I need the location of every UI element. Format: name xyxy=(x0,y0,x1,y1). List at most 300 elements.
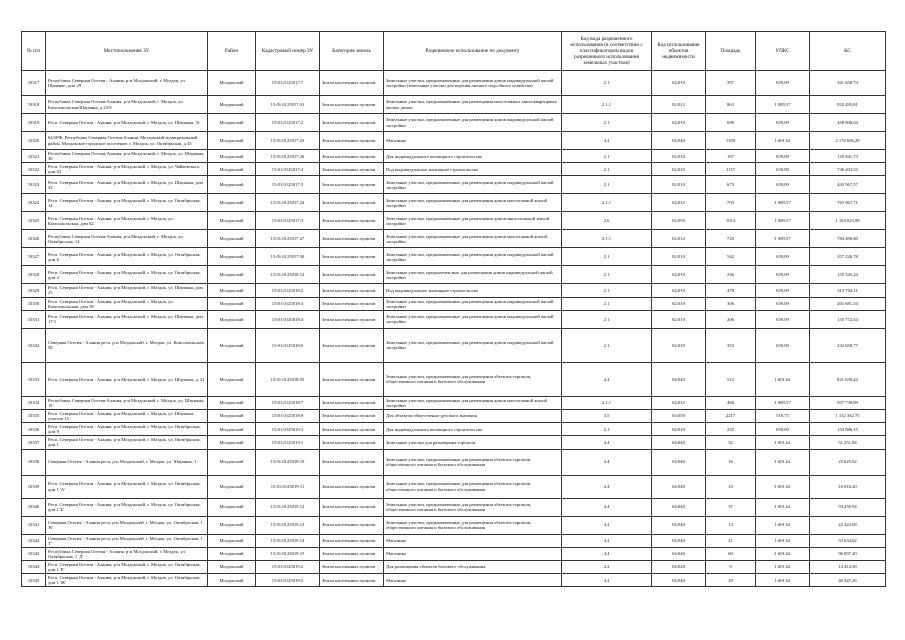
cell-property-code: 02:010 xyxy=(652,328,706,362)
cell-property-code: 02:010 xyxy=(652,71,706,96)
cell-cadastral-number: 15:01:0125019:14 xyxy=(256,534,320,547)
table-row xyxy=(22,534,886,547)
cell-land-category: Земли населенных пунктов xyxy=(320,396,384,409)
cell-area: 513 xyxy=(706,362,756,396)
cell-row-number: 10317 xyxy=(22,71,46,96)
cell-land-category: Земли населенных пунктов xyxy=(320,449,384,475)
cell-area: 397 xyxy=(706,71,756,96)
cell-land-category: Земли населенных пунктов xyxy=(320,266,384,284)
cell-land-category: Земли населенных пунктов xyxy=(320,436,384,449)
cell-ks: 765 967,71 xyxy=(810,194,886,212)
table-row xyxy=(22,560,886,573)
cell-district: Моздокский xyxy=(208,498,256,516)
cell-area: 479 xyxy=(706,284,756,297)
cell-use-code: 2.1 xyxy=(562,163,652,176)
cell-area: 32 xyxy=(706,436,756,449)
column-header: Местоположение ЗУ xyxy=(46,32,208,71)
cell-use-code: 3.5 xyxy=(562,409,652,422)
cell-upks: 1 089,57 xyxy=(756,230,810,248)
cell-district: Моздокский xyxy=(208,449,256,475)
cell-row-number: 10339 xyxy=(22,475,46,498)
cell-cadastral-number: 15:01:0125017:31 xyxy=(256,96,320,114)
cell-use-code: 2.1.1 xyxy=(562,230,652,248)
cell-area: 696 xyxy=(706,114,756,132)
column-header: Кадастровый номер ЗУ xyxy=(256,32,320,71)
cell-permitted-use: Магазины xyxy=(384,547,562,560)
table-row xyxy=(22,423,886,436)
table-row xyxy=(22,176,886,194)
cell-district: Моздокский xyxy=(208,96,256,114)
cell-row-number: 10340 xyxy=(22,498,46,516)
cell-permitted-use: Земельные участки, предназначенные для размещения домов многоэтажной жилой застройки xyxy=(384,212,562,230)
cell-property-code: 02:050 xyxy=(652,212,706,230)
cell-row-number: 10333 xyxy=(22,362,46,396)
cell-location: Респ. Северная Осетия - Алания, р-н Моздокский, г. Моздок, ул. Комсомольская, дом 58 xyxy=(46,297,208,310)
cell-ks: 14 414,58 xyxy=(810,560,886,573)
cell-location: Респ. Северная Осетия - Алания, р-н Моздокский, г. Моздок, ул. Октябрьская, дом 1 'Б' xyxy=(46,498,208,516)
cell-ks: 315 704,11 xyxy=(810,284,886,297)
cell-ks: 784 490,40 xyxy=(810,230,886,248)
cell-upks: 659,09 xyxy=(756,328,810,362)
cell-area: 466 xyxy=(706,396,756,409)
cell-ks: 22 422,68 xyxy=(810,516,886,534)
cell-ks: 46 447,26 xyxy=(810,574,886,587)
cell-property-code: 02:010 xyxy=(652,248,706,266)
cell-area: 703 xyxy=(706,194,756,212)
cell-location: Респ. Северная Осетия - Алания, р-н Моздокский, г. Моздок, ул. Октябрьская, дом 1 xyxy=(46,436,208,449)
table-row xyxy=(22,96,886,114)
cell-area: 29 xyxy=(706,574,756,587)
cell-district: Моздокский xyxy=(208,574,256,587)
cell-area: 16 xyxy=(706,449,756,475)
cell-location: Респ. Северная Осетия - Алания, р-н Моздокский, г. Моздок, ул. Шаумяна, дом 33 xyxy=(46,176,208,194)
cell-use-code: 2.1 xyxy=(562,71,652,96)
cell-property-code: 02:012 xyxy=(652,194,706,212)
cell-cadastral-number: 15:01:0125019:1 xyxy=(256,436,320,449)
cell-location: Респ. Северная Осетия - Алания, р-н Моздокский, г. Моздок, ул. Октябрьская, дом 1 'Е' xyxy=(46,560,208,573)
cell-cadastral-number: 15:01:0125017:7 xyxy=(256,71,320,96)
cell-upks: 659,09 xyxy=(756,163,810,176)
cell-permitted-use: Земельные участки, предназначенные для размещения объектов торговли, общественного питания и бытового обслуживания xyxy=(384,449,562,475)
cell-row-number: 10336 xyxy=(22,423,46,436)
cell-use-code: 2.6 xyxy=(562,212,652,230)
cell-row-number: 10335 xyxy=(22,409,46,422)
column-header: № п/п xyxy=(22,32,46,71)
cell-district: Моздокский xyxy=(208,534,256,547)
cell-land-category: Земли населенных пунктов xyxy=(320,176,384,194)
cell-area: 1359 xyxy=(706,132,756,150)
table-row xyxy=(22,266,886,284)
table-body xyxy=(22,71,886,587)
cell-land-category: Земли населенных пунктов xyxy=(320,534,384,547)
table-row xyxy=(22,574,886,587)
cell-land-category: Земли населенных пунктов xyxy=(320,560,384,573)
cell-permitted-use: Земельные участки, предназначенные для размещения малоэтажных многоквартирных жилых домов xyxy=(384,96,562,114)
cell-district: Моздокский xyxy=(208,248,256,266)
table-header xyxy=(22,32,886,71)
cell-cadastral-number: 15:01:0125017:27 xyxy=(256,230,320,248)
column-header: Площадь xyxy=(706,32,756,71)
cell-location: Респ. Северная Осетия - Алания, р-н Моздокский, г. Моздок, ул. Октябрьская, дом 1 'Ж' xyxy=(46,574,208,587)
cell-row-number: 10329 xyxy=(22,284,46,297)
cell-location: Респ. Северная Осетия - Алания, р-н Моздокский, г. Моздок, ул. Октябрьская, дом 6 xyxy=(46,248,208,266)
cell-cadastral-number: 15:01:0125017:3 xyxy=(256,212,320,230)
column-header: Разрешенное использование по документу xyxy=(384,32,562,71)
cell-ks: 1 104 823,98 xyxy=(810,212,886,230)
cell-property-code: 02:010 xyxy=(652,310,706,328)
cell-land-category: Земли населенных пунктов xyxy=(320,230,384,248)
cell-location: Респ. Северная Осетия - Алания, р-н Моздокский, г. Моздок, ул. Шаумяна, дом 17/1 xyxy=(46,310,208,328)
cell-use-code: 2.1 xyxy=(562,176,652,194)
cell-row-number: 10328 xyxy=(22,266,46,284)
cell-property-code: 02:012 xyxy=(652,396,706,409)
cell-location: Республика Северная Осетия - Алания, р-н Моздокский, г. Моздок, ул. Октябрьская, 1 'Д' xyxy=(46,547,208,560)
cell-permitted-use: Земельные участки для размещения торговли xyxy=(384,436,562,449)
table-row xyxy=(22,194,886,212)
cell-ks: 821 630,44 xyxy=(810,362,886,396)
cell-use-code: 4.4 xyxy=(562,362,652,396)
cell-permitted-use: Земельные участки, предназначенные для размещения домов индивидуальной жилой застройки xyxy=(384,114,562,132)
table-row xyxy=(22,114,886,132)
cell-location: Республика Северная Осетия-Алания, р-н Моздокский, г. Моздок, ул. Октябрьская, 14 xyxy=(46,230,208,248)
cell-district: Моздокский xyxy=(208,71,256,96)
cell-ks: 16 016,20 xyxy=(810,475,886,498)
cell-use-code: 2.1 xyxy=(562,248,652,266)
cell-location: Республика Северная Осетия-Алания, р-н Моздокский, г. Моздок, ул. Комсомольская/Шаумяна, д 23/9 xyxy=(46,96,208,114)
cell-permitted-use: Земельные участки, предназначенные для размещения домов индивидуальной жилой застройки (земельные участки для ведения личного подсобного хозяйства) xyxy=(384,71,562,96)
cell-ks: 357 226,78 xyxy=(810,248,886,266)
cell-district: Моздокский xyxy=(208,396,256,409)
cell-permitted-use: Под индивидуальное жилищное строительство xyxy=(384,163,562,176)
cell-ks: 135 772,54 xyxy=(810,310,886,328)
cell-upks: 1 601,62 xyxy=(756,574,810,587)
cell-row-number: 10343 xyxy=(22,547,46,560)
cell-permitted-use: Магазины xyxy=(384,574,562,587)
cell-district: Моздокский xyxy=(208,409,256,422)
cell-use-code: 2.1 xyxy=(562,328,652,362)
cell-district: Моздокский xyxy=(208,362,256,396)
cell-permitted-use: Земельные участки, предназачен-ные для размещения домов индивидуальной жилой застройки xyxy=(384,266,562,284)
cell-area: 197 xyxy=(706,150,756,163)
cell-cadastral-number: 15:01:0125018:4 xyxy=(256,310,320,328)
cell-row-number: 10337 xyxy=(22,436,46,449)
cell-location: Респ. Северная Осетия - Алания, р-н Моздокский, г. Моздок, ул. Октябрьская, 12 xyxy=(46,194,208,212)
cell-location: Респ. Северная Осетия - Алания, р-н Моздокский, г. Моздок, ул. Комсомольская, дом 62 xyxy=(46,212,208,230)
cell-property-code: 02:010 xyxy=(652,176,706,194)
cell-upks: 1 089,57 xyxy=(756,396,810,409)
cell-location: Республика Северная Осетия-Алания, р-н Моздокский, г. Моздок, ул. Шаумяна, 19 xyxy=(46,396,208,409)
cell-permitted-use: Земельные участки, предназначенные для размещения домов малоэтажной жилой застройки xyxy=(384,396,562,409)
cell-upks: 1 089,57 xyxy=(756,212,810,230)
cell-district: Моздокский xyxy=(208,436,256,449)
cell-area: 235 xyxy=(706,423,756,436)
cell-cadastral-number: 15:01:0125017:4 xyxy=(256,163,320,176)
cell-land-category: Земли населенных пунктов xyxy=(320,150,384,163)
cell-property-code: 03:050 xyxy=(652,409,706,422)
cell-upks: 659,09 xyxy=(756,71,810,96)
cell-district: Моздокский xyxy=(208,475,256,498)
cell-use-code: 2.1 xyxy=(562,310,652,328)
cell-ks: 59 259,94 xyxy=(810,498,886,516)
cell-property-code: 02:010 xyxy=(652,114,706,132)
cell-property-code: 04:040 xyxy=(652,547,706,560)
cell-location: Северная Осетия - Алания респ, р-н Моздокский, г. Моздок, ул. Октябрьская, 1 'Г' xyxy=(46,534,208,547)
cell-use-code: 4.4 xyxy=(562,574,652,587)
cell-use-code: 4.4 xyxy=(562,498,652,516)
table-row xyxy=(22,409,886,422)
cell-use-code: 4.2 xyxy=(562,560,652,573)
cell-land-category: Земли населенных пунктов xyxy=(320,194,384,212)
cell-area: 1117 xyxy=(706,163,756,176)
cell-upks: 1 601,62 xyxy=(756,436,810,449)
table-row xyxy=(22,230,886,248)
cell-use-code: 2.1 xyxy=(562,114,652,132)
cell-row-number: 10323 xyxy=(22,176,46,194)
cell-upks: 1 601,62 xyxy=(756,534,810,547)
table-row xyxy=(22,498,886,516)
cell-area: 10 xyxy=(706,475,756,498)
cell-ks: 443 567,57 xyxy=(810,176,886,194)
table-row xyxy=(22,71,886,96)
cell-row-number: 10326 xyxy=(22,230,46,248)
cell-location: Респ. Северная Осетия - Алания, р-н Моздокский, г. Моздок, ул. Октябрьская, дом 2 xyxy=(46,266,208,284)
cell-use-code: 2.1.1 xyxy=(562,96,652,114)
cell-area: 2217 xyxy=(706,409,756,422)
cell-property-code: 04:040 xyxy=(652,574,706,587)
cell-land-category: Земли населенных пунктов xyxy=(320,423,384,436)
cell-upks: 1 601,62 xyxy=(756,132,810,150)
cell-ks: 2 176 606,29 xyxy=(810,132,886,150)
cell-row-number: 10345 xyxy=(22,574,46,587)
cell-district: Моздокский xyxy=(208,423,256,436)
cell-permitted-use: Для размещения объектов бытового обслуживания xyxy=(384,560,562,573)
cell-area: 673 xyxy=(706,176,756,194)
cell-ks: 25 625,92 xyxy=(810,449,886,475)
cell-permitted-use: Для индивидуального жилищного строительства xyxy=(384,150,562,163)
cell-district: Моздокский xyxy=(208,212,256,230)
cell-land-category: Земли населенных пунктов xyxy=(320,132,384,150)
table-row xyxy=(22,396,886,409)
cell-property-code: 04:040 xyxy=(652,132,706,150)
cell-permitted-use: Земельные участки, предназначенные для размещения объектов торговли, общественного питания и бытового обслуживания xyxy=(384,362,562,396)
cell-cadastral-number: 15:01:0125018:55 xyxy=(256,362,320,396)
cell-cadastral-number: 15:01:0125018:12 xyxy=(256,266,320,284)
cell-location: Респ. Северная Осетия - Алания, р-н Моздокский, г. Моздок, ул. Шаумяна, д. 21 xyxy=(46,362,208,396)
cell-district: Моздокский xyxy=(208,328,256,362)
cell-cadastral-number: 15:01:0125017:23 xyxy=(256,132,320,150)
cell-permitted-use: Земельные участки, предназначенные для размещения домов индивидуальной жилой застройки xyxy=(384,176,562,194)
cell-cadastral-number: 15:01:0125019:3 xyxy=(256,423,320,436)
column-header: КС xyxy=(810,32,886,71)
cell-area: 60 xyxy=(706,547,756,560)
cell-row-number: 10325 xyxy=(22,212,46,230)
table-row xyxy=(22,150,886,163)
table-row xyxy=(22,132,886,150)
cell-upks: 1 601,62 xyxy=(756,498,810,516)
cell-cadastral-number: 15:01:0125019:13 xyxy=(256,516,320,534)
cell-location: Респ. Северная Осетия - Алания, р-н Моздокский, г. Моздок, ул. Шаумяна, участок 15 xyxy=(46,409,208,422)
cell-land-category: Земли населенных пунктов xyxy=(320,71,384,96)
cell-permitted-use: Земельные участки, предназначенные для размещения объектов торговли, общественного питания и бытового обслуживания xyxy=(384,498,562,516)
cell-permitted-use: Для объектов общественно-делового значения xyxy=(384,409,562,422)
cell-district: Моздокский xyxy=(208,150,256,163)
cell-permitted-use: Земельные участки, предназначенные для размещения домов малоэтажной жилой застройки xyxy=(384,194,562,212)
cell-permitted-use: Земельные участки, предназначенные для размещения домов индивидуальной жилой застройки xyxy=(384,328,562,362)
cell-upks: 659,09 xyxy=(756,297,810,310)
cell-area: 236 xyxy=(706,266,756,284)
cell-ks: 201 681,54 xyxy=(810,297,886,310)
cell-ks: 232 658,77 xyxy=(810,328,886,362)
cell-ks: 129 841,73 xyxy=(810,150,886,163)
table-row xyxy=(22,284,886,297)
cell-row-number: 10344 xyxy=(22,560,46,573)
table-row xyxy=(22,163,886,176)
cell-ks: 155 545,24 xyxy=(810,266,886,284)
cell-district: Моздокский xyxy=(208,547,256,560)
cell-location: Респ. Северная Осетия - Алания, р-н Моздокский, г. Моздок, ул. Шаумяна, дом 25 xyxy=(46,284,208,297)
cell-ks: 261 658,73 xyxy=(810,71,886,96)
cell-cadastral-number: 15:01:0125018:3 xyxy=(256,297,320,310)
cell-ks: 1 132 332,75 xyxy=(810,409,886,422)
cell-row-number: 10322 xyxy=(22,163,46,176)
cell-ks: 736 203,53 xyxy=(810,163,886,176)
cell-row-number: 10331 xyxy=(22,310,46,328)
cell-district: Моздокский xyxy=(208,114,256,132)
table-row xyxy=(22,436,886,449)
cell-permitted-use: Под индивидуальное жилищное строительство xyxy=(384,284,562,297)
cell-ks: 51 251,84 xyxy=(810,436,886,449)
cell-area: 1014 xyxy=(706,212,756,230)
cell-land-category: Земли населенных пунктов xyxy=(320,310,384,328)
cell-ks: 458 806,04 xyxy=(810,114,886,132)
cell-cadastral-number: 15:01:0125019:3 xyxy=(256,574,320,587)
cell-upks: 1 601,62 xyxy=(756,547,810,560)
cell-upks: 1 601,62 xyxy=(756,362,810,396)
cell-area: 21 xyxy=(706,534,756,547)
cell-cadastral-number: 15:01:0125018:5 xyxy=(256,328,320,362)
cell-cadastral-number: 15:01:0125017:30 xyxy=(256,248,320,266)
cell-cadastral-number: 15:01:0125019:10 xyxy=(256,449,320,475)
cell-area: 542 xyxy=(706,248,756,266)
cell-cadastral-number: 15:01:0125017:26 xyxy=(256,150,320,163)
cell-district: Моздокский xyxy=(208,297,256,310)
cell-location: Респ. Северная Осетия - Алания, р-н Моздокский, г. Моздок, ул. Чайковского, дом 82 xyxy=(46,163,208,176)
cell-upks: 659,09 xyxy=(756,248,810,266)
cell-use-code: 4.4 xyxy=(562,132,652,150)
cell-land-category: Земли населенных пунктов xyxy=(320,248,384,266)
cell-property-code: 04:040 xyxy=(652,516,706,534)
cell-property-code: 02:010 xyxy=(652,423,706,436)
cell-land-category: Земли населенных пунктов xyxy=(320,362,384,396)
cell-area: 863 xyxy=(706,96,756,114)
cell-cadastral-number: 15:01:0125019:12 xyxy=(256,498,320,516)
cell-upks: 1 089,57 xyxy=(756,96,810,114)
cell-area: 37 xyxy=(706,498,756,516)
cell-property-code: 02:010 xyxy=(652,297,706,310)
cell-area: 9 xyxy=(706,560,756,573)
cell-property-code: 04:020 xyxy=(652,560,706,573)
cell-permitted-use: Для индивидуального жилищного строительства xyxy=(384,423,562,436)
cell-upks: 510,75 xyxy=(756,409,810,422)
cell-cadastral-number: 15:01:0125017:5 xyxy=(256,176,320,194)
cell-land-category: Земли населенных пунктов xyxy=(320,328,384,362)
cell-row-number: 10321 xyxy=(22,150,46,163)
cell-property-code: 04:040 xyxy=(652,498,706,516)
cell-use-code: 2.1 xyxy=(562,266,652,284)
cell-upks: 659,09 xyxy=(756,423,810,436)
cell-use-code: 2.1.1 xyxy=(562,194,652,212)
cell-cadastral-number: 15:01:0125019:11 xyxy=(256,475,320,498)
column-header: Код вида разрешенного использования (в соответствии с классификатором видов разрешенного использования земельных участков) xyxy=(562,32,652,71)
cell-district: Моздокский xyxy=(208,266,256,284)
cell-use-code: 4.4 xyxy=(562,516,652,534)
cell-property-code: 02:012 xyxy=(652,96,706,114)
cell-property-code: 04:040 xyxy=(652,449,706,475)
cell-use-code: 4.4 xyxy=(562,436,652,449)
cell-land-category: Земли населенных пунктов xyxy=(320,114,384,132)
cell-upks: 659,09 xyxy=(756,114,810,132)
cell-property-code: 04:040 xyxy=(652,475,706,498)
cell-location: 643/РФ, Республика Северная Осетия-Алания, Моздокский муниципальный район, Моздокское городское поселение, г. Моздок, ул. Октябрьская, д 45 xyxy=(46,132,208,150)
cell-row-number: 10341 xyxy=(22,516,46,534)
cell-row-number: 10324 xyxy=(22,194,46,212)
cell-ks: 932 495,81 xyxy=(810,96,886,114)
cell-row-number: 10318 xyxy=(22,96,46,114)
cell-row-number: 10327 xyxy=(22,248,46,266)
cell-row-number: 10342 xyxy=(22,534,46,547)
cell-area: 206 xyxy=(706,310,756,328)
cell-upks: 1 601,62 xyxy=(756,449,810,475)
cell-district: Моздокский xyxy=(208,176,256,194)
cell-land-category: Земли населенных пунктов xyxy=(320,96,384,114)
cell-property-code: 02:010 xyxy=(652,150,706,163)
cell-row-number: 10334 xyxy=(22,396,46,409)
cell-permitted-use: Магазины xyxy=(384,132,562,150)
column-header: Код использования объектов недвижимости xyxy=(652,32,706,71)
cell-property-code: 02:010 xyxy=(652,266,706,284)
cell-property-code: 04:040 xyxy=(652,362,706,396)
cell-ks: 96 097,20 xyxy=(810,547,886,560)
table-row xyxy=(22,362,886,396)
cell-upks: 1 089,57 xyxy=(756,194,810,212)
cell-use-code: 2.1 xyxy=(562,297,652,310)
cell-row-number: 10338 xyxy=(22,449,46,475)
cell-land-category: Земли населенных пунктов xyxy=(320,475,384,498)
cell-cadastral-number: 15:01:0125018:2 xyxy=(256,284,320,297)
cell-upks: 659,09 xyxy=(756,266,810,284)
cell-row-number: 10319 xyxy=(22,114,46,132)
cell-cadastral-number: 15:01:0125019:15 xyxy=(256,547,320,560)
table-row xyxy=(22,547,886,560)
cell-location: Республика Северная Осетия-Алания, р-н Моздокский, г. Моздок, ул. Шаумяна, 30 xyxy=(46,150,208,163)
cell-row-number: 10330 xyxy=(22,297,46,310)
table-row xyxy=(22,212,886,230)
cell-permitted-use: Магазины xyxy=(384,534,562,547)
cell-use-code: 4.4 xyxy=(562,475,652,498)
cell-ks: 507 739,89 xyxy=(810,396,886,409)
cell-land-category: Земли населенных пунктов xyxy=(320,498,384,516)
cell-use-code: 2.1 xyxy=(562,284,652,297)
cell-location: Респ. Северная Осетия - Алания, р-н Моздокский, г. Моздок, ул. Шаумяна, 31 xyxy=(46,114,208,132)
table-row xyxy=(22,297,886,310)
cell-use-code: 2.1.1 xyxy=(562,396,652,409)
cell-row-number: 10320 xyxy=(22,132,46,150)
cell-property-code: 02:010 xyxy=(652,163,706,176)
cell-permitted-use: Земельные участки, предназначенные для размещения домов индивидуальной жилой застройки xyxy=(384,310,562,328)
header-row xyxy=(22,32,886,71)
column-header: Категория земель xyxy=(320,32,384,71)
cell-use-code: 4.4 xyxy=(562,449,652,475)
